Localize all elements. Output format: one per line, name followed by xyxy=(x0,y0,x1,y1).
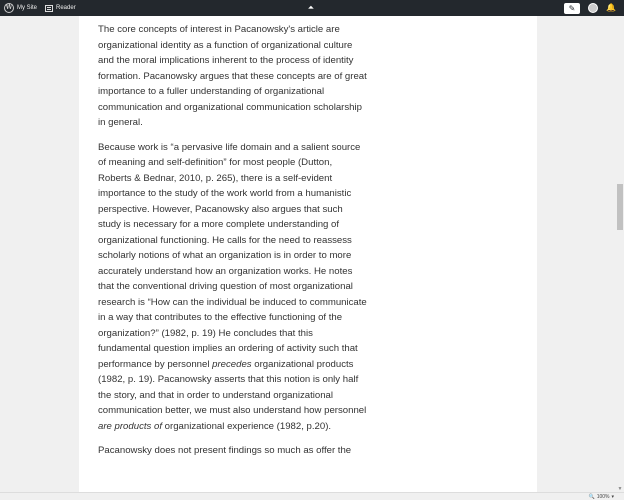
emphasis-products: are products of xyxy=(98,420,162,432)
zoom-icon: 🔍 xyxy=(588,493,595,500)
notifications-icon[interactable]: 🔔 xyxy=(606,3,616,12)
paragraph-2 xyxy=(98,140,368,435)
article-page xyxy=(79,16,537,492)
scrollbar[interactable] xyxy=(616,16,624,492)
reader-link[interactable] xyxy=(41,0,80,16)
paragraph-1: The core concepts of interest in Pacanowsky's article are organizational identity as a function of organizational culture and the moral implications inherent to the process of identity formation. Pacanowsky argues that these concepts are of great importance to a fuller understanding of organizational communication and organizational communication scholarship in general. xyxy=(98,24,367,128)
scrollbar-thumb[interactable] xyxy=(617,184,623,230)
paragraph-2-text-c: organizational experience (1982, p.20). xyxy=(162,420,332,432)
article-content xyxy=(98,22,368,468)
paragraph-2-text-b: organizational products (1982, p. 19). Pacanowsky asserts that this notion is only half the story, and that in order to understand organizational communication better, we must also understand how personnel xyxy=(98,358,367,416)
scroll-down-arrow-icon[interactable]: ▼ xyxy=(617,486,623,492)
reader-label: Reader xyxy=(56,5,76,11)
reader-icon xyxy=(45,5,53,12)
my-site-link[interactable] xyxy=(0,0,41,16)
paragraph-3: Pacanowsky does not present findings so much as offer the xyxy=(98,445,352,456)
write-post-button[interactable] xyxy=(564,3,580,14)
avatar[interactable] xyxy=(588,3,598,13)
admin-bar xyxy=(0,0,624,16)
collapse-toggle-icon[interactable]: ⏶ xyxy=(307,3,315,12)
zoom-level: 100% xyxy=(596,493,610,500)
paragraph-2-text-a: Because work is “a pervasive life domain and a salient source of meaning and self-definition” for most people (Dutton, Roberts & Bednar, 2010, p. 265), there is a self-evident importance to the study of the work world from a humanistic perspective. However, Pacanowsky also argues that such study is necessary for a more complete understanding of organizational functioning. He calls for the need to reassess scholarly notions of what an organization is in order to more accurately understand how an organization works. He notes that the conventional driving question of most organizational research is “How can the individual be induced to communicate in a way that contributes to the effective functioning of the organization?” (1982, p. 19) He concludes that this fundamental question implies an ordering of activity such that performance by personnel xyxy=(98,141,367,370)
emphasis-precedes: precedes xyxy=(212,358,252,370)
wordpress-logo-icon: W xyxy=(5,4,13,11)
my-site-label: My Site xyxy=(17,5,38,11)
pencil-icon: ✎ xyxy=(568,3,576,13)
zoom-dropdown-icon[interactable]: ▾ xyxy=(611,493,614,500)
